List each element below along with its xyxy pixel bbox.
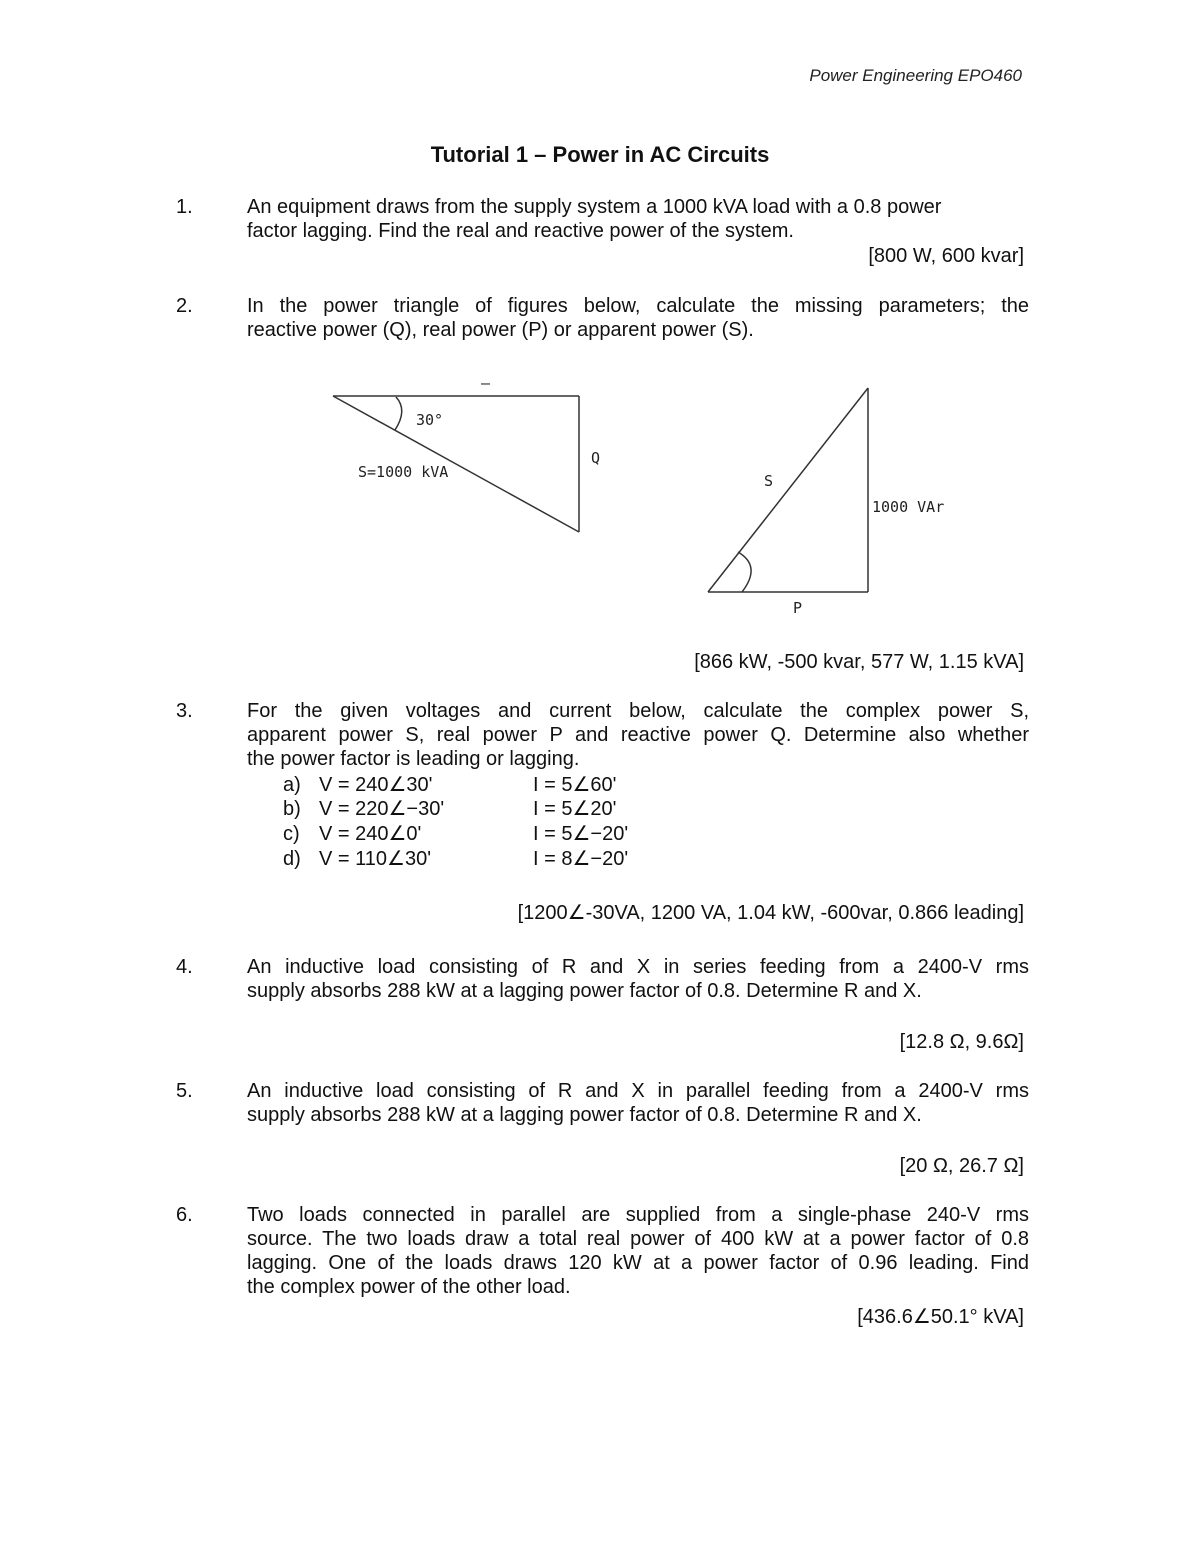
question-number: 1. (176, 196, 193, 218)
answer-5: [20 Ω, 26.7 Ω] (899, 1155, 1024, 1177)
angle-arc-1 (395, 397, 402, 430)
question-text (247, 955, 1029, 1003)
question-line: the complex power of the other load. (247, 1276, 571, 1298)
question-line: An equipment draws from the supply system a 1000 kVA load with a 0.8 power (247, 196, 942, 218)
question-line: the power factor is leading or lagging. (247, 748, 580, 770)
course-header: Power Engineering EPO460 (809, 66, 1022, 85)
triangle-2-hypotenuse (708, 388, 868, 592)
power-triangle-figures (300, 370, 980, 630)
question-text (247, 195, 1029, 243)
answer-1: [800 W, 600 kvar] (868, 245, 1024, 267)
triangle-2-hypotenuse-label: S (764, 472, 774, 490)
question-number: 5. (176, 1080, 193, 1102)
question-number: 2. (176, 295, 193, 317)
current-value: I = 5∠−20' (533, 823, 629, 845)
question-text (247, 294, 1029, 342)
sub-item-c (283, 822, 629, 846)
question-line: In the power triangle of figures below, calculate the missing parameters; the (247, 295, 1029, 317)
sub-item-label: a) (283, 774, 301, 796)
question-line: An inductive load consisting of R and X in parallel feeding from a 2400-V rms (247, 1080, 1029, 1102)
current-value: I = 5∠60' (533, 774, 617, 796)
sub-item-d (283, 847, 629, 871)
question-line: lagging. One of the loads draws 120 kW at a power factor of 0.96 leading. Find (247, 1252, 1029, 1274)
sub-item-label: d) (283, 848, 301, 870)
question-line: factor lagging. Find the real and reactive power of the system. (247, 220, 794, 242)
triangle-1-hypotenuse-label: S=1000 kVA (358, 463, 449, 481)
sub-item-b (283, 797, 617, 821)
question-text (247, 1079, 1029, 1127)
question-line: For the given voltages and current below, calculate the complex power S, (247, 700, 1029, 722)
sub-item-a (283, 773, 617, 797)
current-value: I = 5∠20' (533, 798, 617, 820)
question-text (247, 1203, 1029, 1299)
answer-4: [12.8 Ω, 9.6Ω] (899, 1031, 1024, 1053)
question-line: Two loads connected in parallel are supplied from a single-phase 240-V rms (247, 1204, 1029, 1226)
question-line: apparent power S, real power P and reactive power Q. Determine also whether (247, 724, 1029, 746)
answer-2: [866 kW, -500 kvar, 577 W, 1.15 kVA] (694, 651, 1024, 673)
triangle-2-side-label: 1000 VAr (872, 498, 945, 516)
sub-item-label: c) (283, 823, 300, 845)
answer-6: [436.6∠50.1° kVA] (857, 1306, 1024, 1328)
question-text (247, 699, 1029, 771)
power-triangle-1 (333, 374, 600, 532)
question-number: 4. (176, 956, 193, 978)
triangle-1-top-label: – (481, 374, 491, 392)
question-number: 3. (176, 700, 193, 722)
triangle-1-side-label: Q (591, 449, 601, 467)
question-line: An inductive load consisting of R and X in series feeding from a 2400-V rms (247, 956, 1029, 978)
current-value: I = 8∠−20' (533, 848, 629, 870)
question-line: supply absorbs 288 kW at a lagging power factor of 0.8. Determine R and X. (247, 1104, 922, 1126)
voltage-value: V = 240∠30' (319, 774, 433, 796)
voltage-value: V = 240∠0' (319, 823, 422, 845)
question-line: reactive power (Q), real power (P) or apparent power (S). (247, 319, 754, 341)
angle-arc-2 (738, 552, 751, 592)
triangle-1-angle-label: 30° (416, 411, 444, 429)
page-title: Tutorial 1 – Power in AC Circuits (430, 142, 770, 167)
voltage-value: V = 110∠30' (319, 848, 432, 870)
power-triangle-2 (708, 388, 944, 617)
answer-3: [1200∠-30VA, 1200 VA, 1.04 kW, -600var, 0.866 leading] (517, 902, 1024, 924)
triangle-2-base-label: P (793, 599, 803, 617)
question-line: supply absorbs 288 kW at a lagging power factor of 0.8. Determine R and X. (247, 980, 922, 1002)
sub-item-label: b) (283, 798, 301, 820)
question-line: source. The two loads draw a total real power of 400 kW at a power factor of 0.8 (247, 1228, 1029, 1250)
voltage-value: V = 220∠−30' (319, 798, 445, 820)
question-number: 6. (176, 1204, 193, 1226)
